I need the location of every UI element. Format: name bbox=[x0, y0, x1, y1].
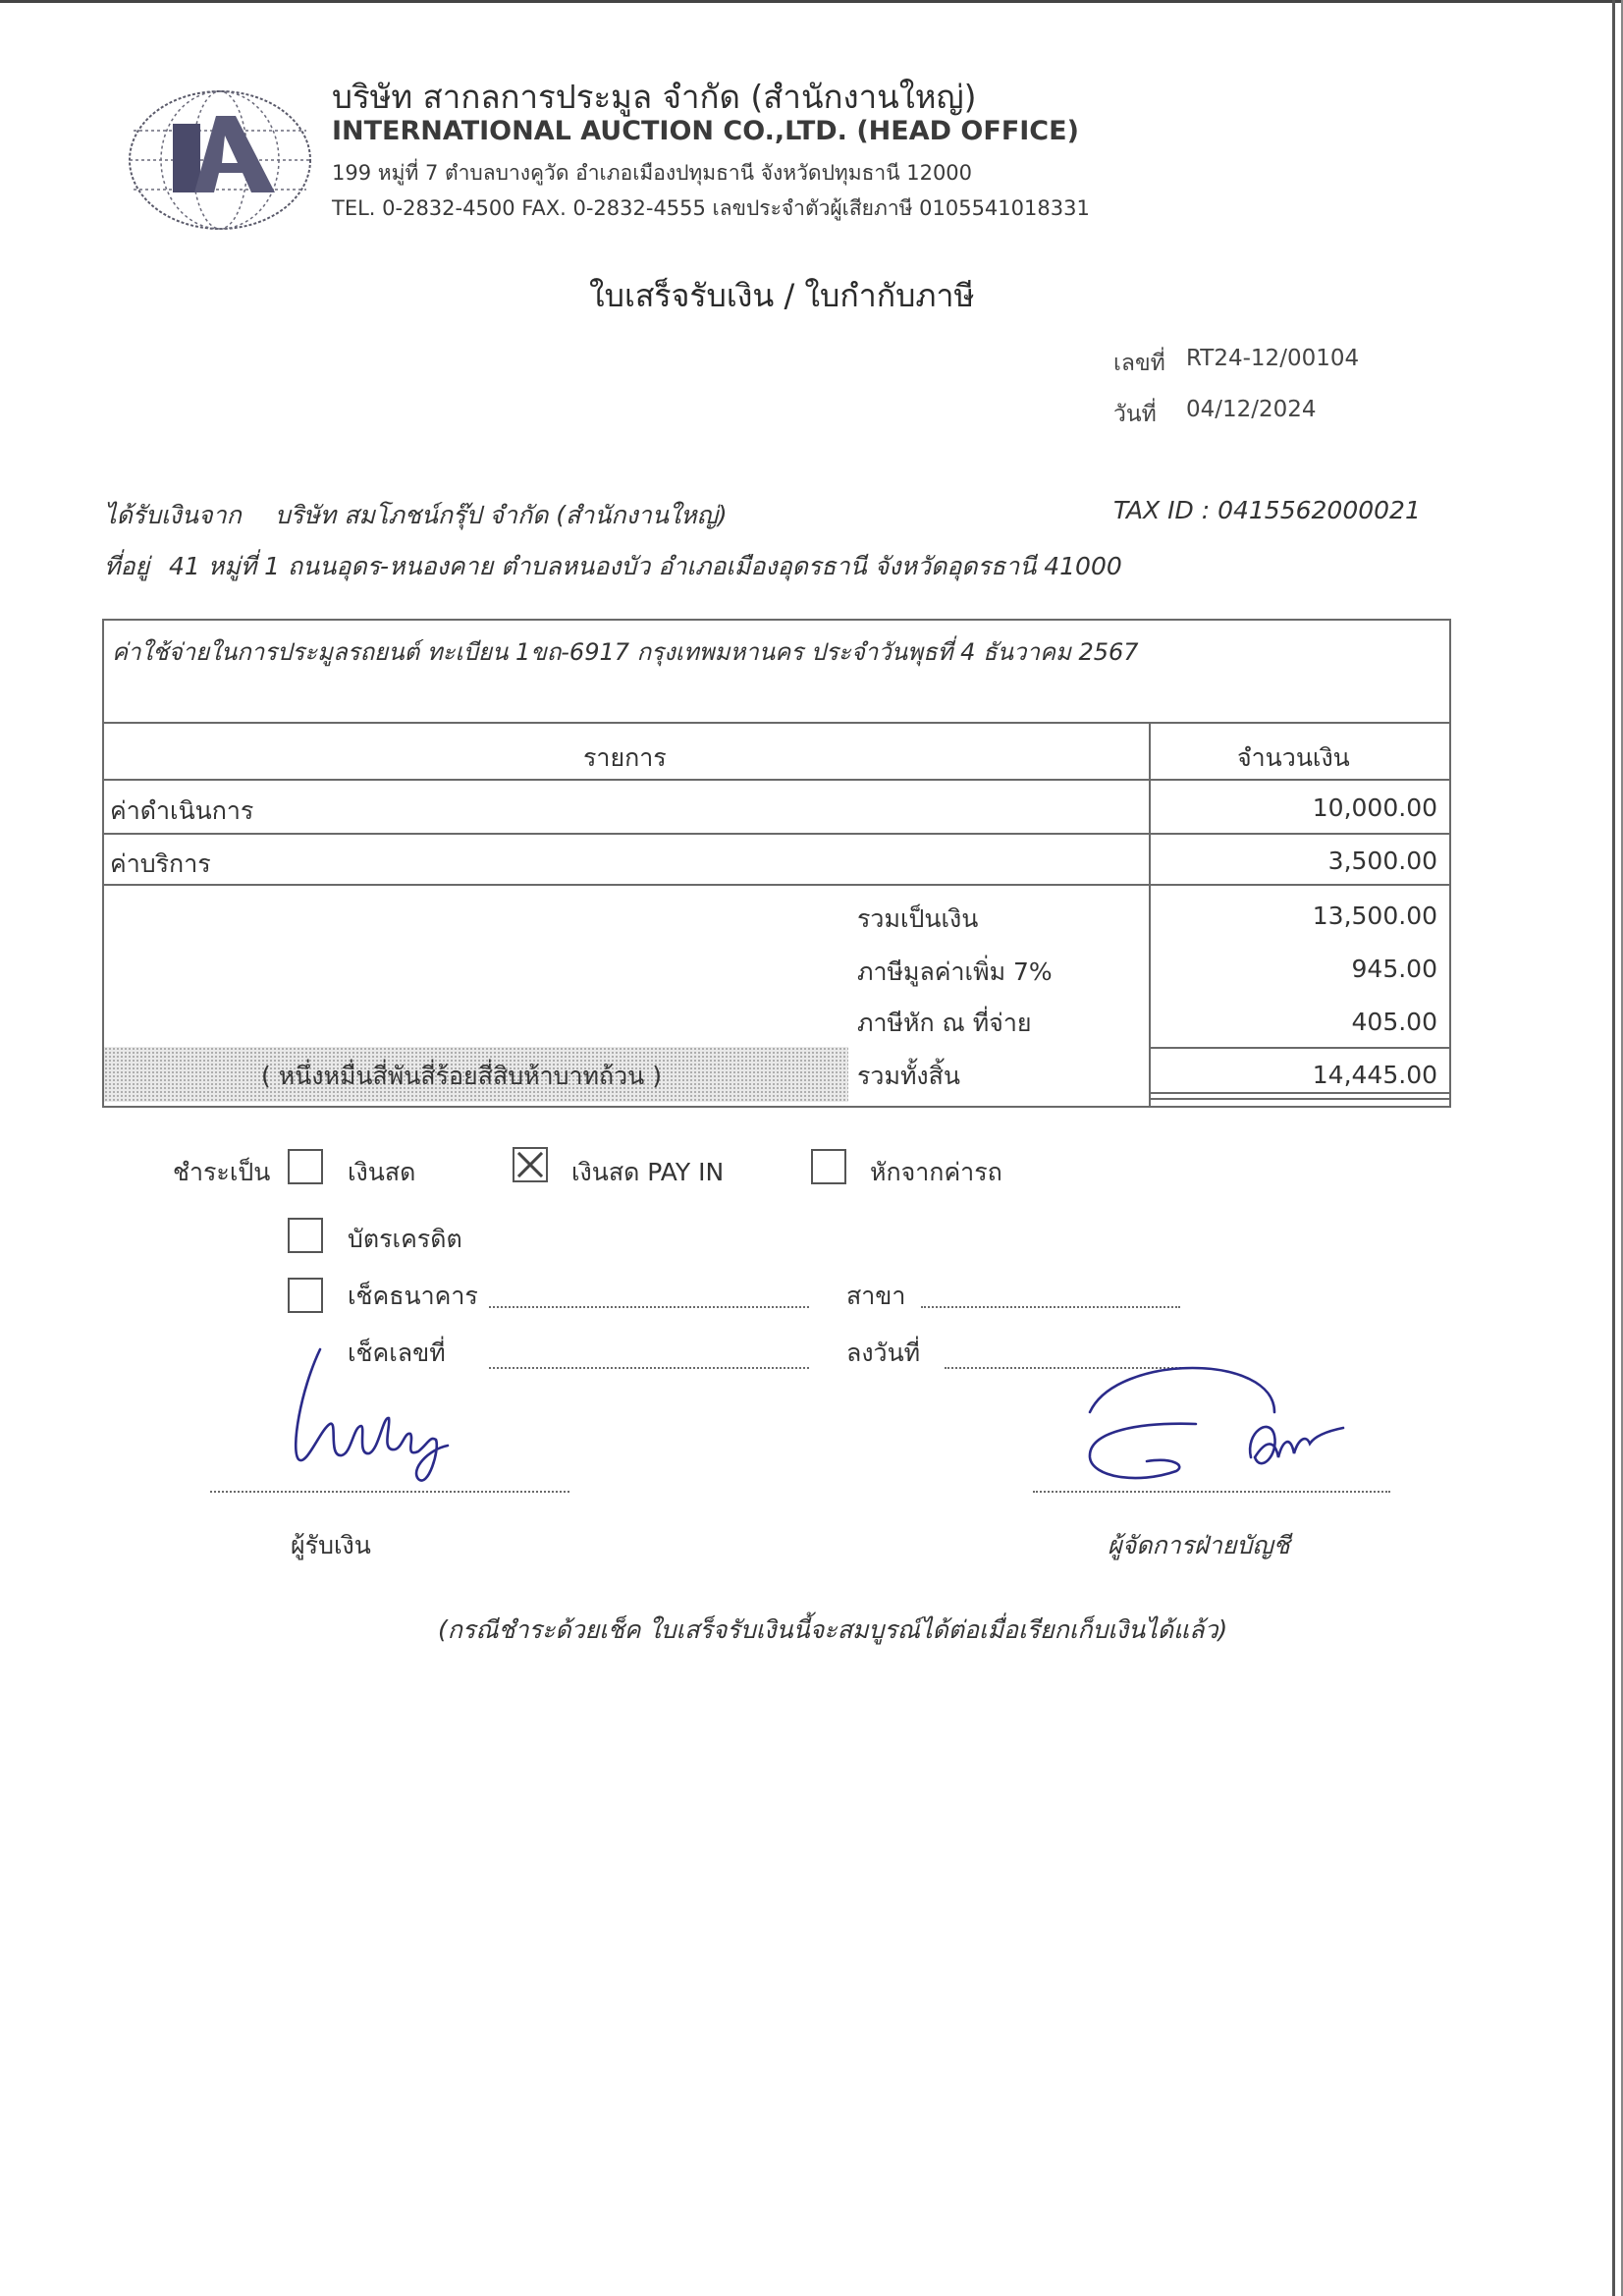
withholding-tax-amount: 405.00 bbox=[1351, 1008, 1437, 1036]
manager-signature-line bbox=[1033, 1491, 1390, 1493]
document-title: ใบเสร็จรับเงิน / ใบกำกับภาษี bbox=[589, 277, 975, 314]
credit-card-checkbox[interactable] bbox=[288, 1218, 323, 1253]
row-amount-0: 10,000.00 bbox=[1312, 793, 1437, 822]
row-item-1: ค่าบริการ bbox=[110, 849, 211, 878]
cash-checkbox[interactable] bbox=[288, 1149, 323, 1184]
table-description: ค่าใช้จ่ายในการประมูลรถยนต์ ทะเบียน 1ขถ-6917 กรุงเทพมหานคร ประจำวันพุธที่ 4 ธันวาคม 2567 bbox=[112, 638, 1139, 666]
bank-cheque-label: เช็คธนาคาร bbox=[348, 1282, 478, 1310]
withholding-tax-label: ภาษีหัก ณ ที่จ่าย bbox=[857, 1009, 1032, 1037]
company-name-english: INTERNATIONAL AUCTION CO.,LTD. (HEAD OFFICE) bbox=[332, 116, 1079, 146]
company-logo bbox=[126, 86, 314, 234]
branch-label: สาขา bbox=[846, 1282, 906, 1310]
cash-label: เงินสด bbox=[348, 1158, 416, 1186]
doc-number-label: เลขที่ bbox=[1113, 351, 1165, 376]
deduct-car-label: หักจากค่ารถ bbox=[870, 1158, 1002, 1186]
amount-in-words: ( หนึ่งหมื่นสี่พันสี่ร้อยสี่สิบห้าบาทถ้วน ) bbox=[261, 1062, 662, 1090]
total-top-line bbox=[1149, 1047, 1449, 1049]
total-double-line-1 bbox=[1149, 1092, 1449, 1094]
cheque-number-field[interactable] bbox=[489, 1367, 809, 1369]
cheque-date-label: ลงวันที่ bbox=[846, 1339, 921, 1367]
customer-address-label: ที่อยู่ bbox=[104, 552, 150, 580]
manager-signature bbox=[1078, 1363, 1353, 1491]
manager-label: ผู้จัดการฝ่ายบัญชี bbox=[1108, 1531, 1290, 1559]
total-amount: 14,445.00 bbox=[1312, 1061, 1437, 1089]
row-amount-1: 3,500.00 bbox=[1327, 847, 1437, 875]
company-name-thai: บริษัท สากลการประมูล จำกัด (สำนักงานใหญ่) bbox=[332, 78, 977, 116]
receiver-signature bbox=[281, 1341, 458, 1489]
customer-tax-id: TAX ID : 0415562000021 bbox=[1113, 496, 1421, 524]
bank-cheque-checkbox[interactable] bbox=[288, 1278, 323, 1313]
payment-label: ชำระเป็น bbox=[173, 1158, 271, 1186]
customer-address: 41 หมู่ที่ 1 ถนนอุดร-หนองคาย ตำบลหนองบัว อำเภอเมืองอุดรธานี จังหวัดอุดรธานี 41000 bbox=[169, 552, 1122, 580]
receiver-label: ผู้รับเงิน bbox=[291, 1531, 371, 1559]
deduct-car-checkbox[interactable] bbox=[811, 1149, 846, 1184]
cash-payin-label: เงินสด PAY IN bbox=[571, 1158, 725, 1186]
footer-note: (กรณีชำระด้วยเช็ค ใบเสร็จรับเงินนี้จะสมบูรณ์ได้ต่อเมื่อเรียกเก็บเงินได้แล้ว) bbox=[438, 1615, 1228, 1644]
total-double-line-2 bbox=[1149, 1098, 1449, 1100]
customer-name: บริษัท สมโภชน์กรุ๊ป จำกัด (สำนักงานใหญ่) bbox=[275, 501, 728, 529]
company-address: 199 หมู่ที่ 7 ตำบลบางคูวัด อำเภอเมืองปทุมธานี จังหวัดปทุมธานี 12000 bbox=[332, 161, 973, 185]
page-edge-right bbox=[1612, 0, 1615, 2296]
company-contact: TEL. 0-2832-4500 FAX. 0-2832-4555 เลขประจำตัวผู้เสียภาษี 0105541018331 bbox=[332, 196, 1090, 220]
table-divider-row1 bbox=[102, 833, 1451, 835]
row-item-0: ค่าดำเนินการ bbox=[110, 796, 254, 825]
subtotal-label: รวมเป็นเงิน bbox=[857, 904, 979, 933]
table-divider-header-top bbox=[102, 722, 1451, 724]
receiver-signature-line bbox=[210, 1491, 569, 1493]
credit-card-label: บัตรเครดิต bbox=[348, 1225, 462, 1253]
received-from-label: ได้รับเงินจาก bbox=[104, 501, 242, 529]
cash-payin-checkbox[interactable] bbox=[513, 1147, 548, 1182]
branch-field[interactable] bbox=[921, 1306, 1180, 1308]
cheque-number-label: เช็คเลขที่ bbox=[348, 1339, 446, 1367]
doc-date: 04/12/2024 bbox=[1186, 397, 1317, 422]
total-label: รวมทั้งสิ้น bbox=[857, 1062, 960, 1090]
subtotal-amount: 13,500.00 bbox=[1312, 902, 1437, 930]
vat-label: ภาษีมูลค่าเพิ่ม 7% bbox=[857, 957, 1053, 986]
table-divider-row2 bbox=[102, 884, 1451, 886]
vat-amount: 945.00 bbox=[1351, 955, 1437, 983]
page-edge-top bbox=[0, 0, 1623, 3]
doc-date-label: วันที่ bbox=[1113, 402, 1157, 427]
table-divider-header-bottom bbox=[102, 779, 1451, 781]
doc-number: RT24-12/00104 bbox=[1186, 346, 1360, 371]
bank-cheque-field[interactable] bbox=[489, 1306, 809, 1308]
header-amount: จำนวนเงิน bbox=[1237, 743, 1350, 772]
header-item: รายการ bbox=[583, 743, 667, 772]
